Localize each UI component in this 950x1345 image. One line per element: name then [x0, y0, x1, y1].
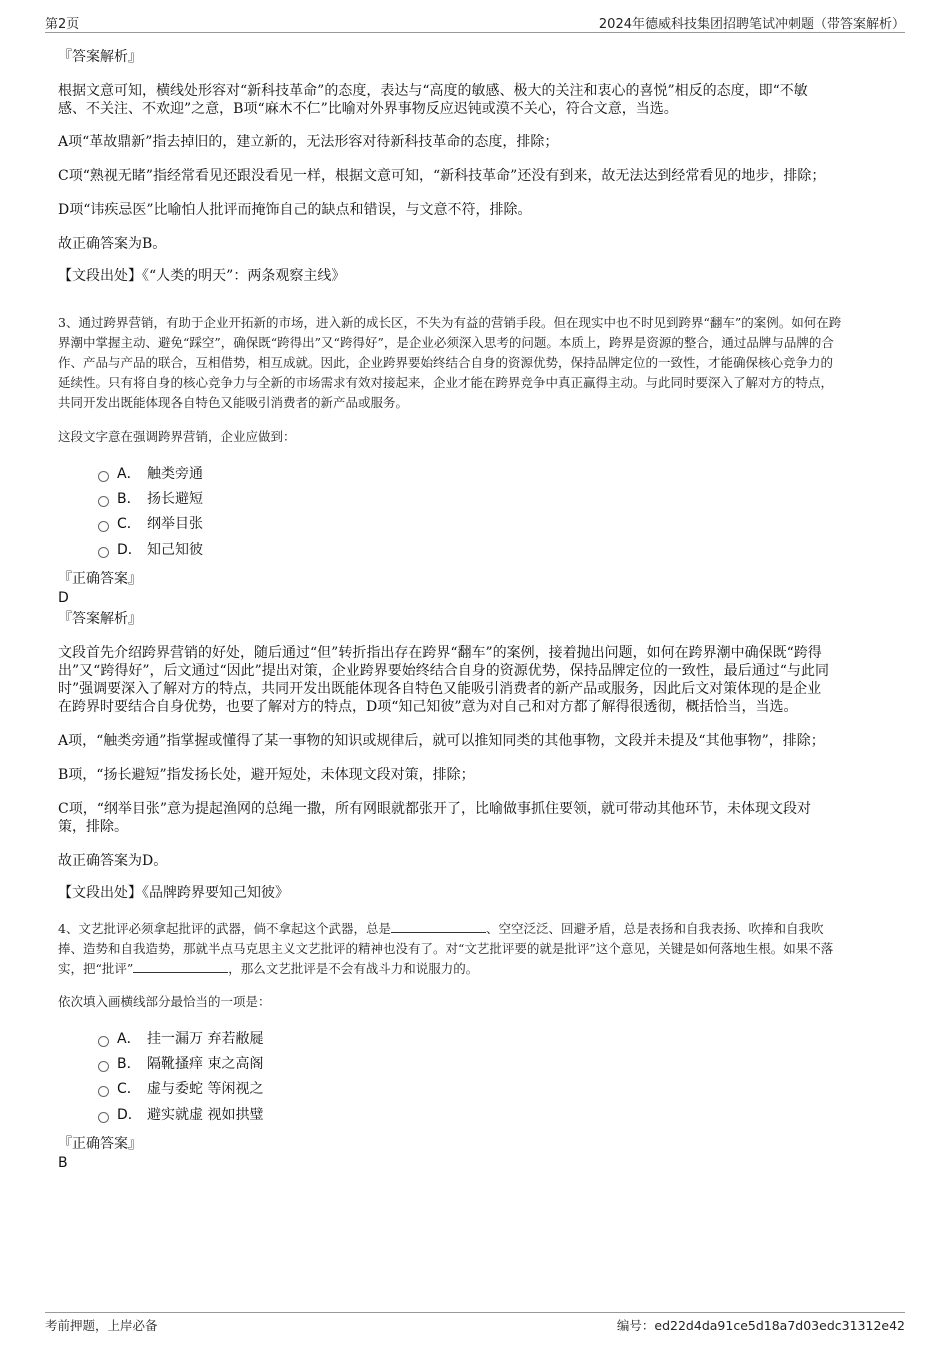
q4-stem-line-2: 捧、造势和自我造势，那就半点马克思主义文艺批评的精神也没有了。对“文艺批评要的就是批评”这个意见，关键是如何落地生根。如果不落 [58, 941, 834, 956]
page-footer [45, 1312, 905, 1335]
q3-analysis-line-3: 时”强调要深入了解对方的特点，共同开发出既能体现各自特色又能吸引消费者的新产品或服务，因此后文对策体现的是企业 [58, 681, 822, 697]
q3-option-b[interactable]: B． 扬长避短 [98, 489, 203, 509]
q3-option-c-analysis-2: 策，排除。 [58, 819, 128, 835]
q4-option-d[interactable]: D． 避实就虚 视如拱璧 [98, 1105, 263, 1125]
q2-option-c-analysis: C项“熟视无睹”指经常看见还跟没看见一样，根据文意可知，“新科技革命”还没有到来，故无法达到经常看见的地步，排除； [58, 168, 826, 184]
q3-source: 【文段出处】《品牌跨界要知己知彼》 [58, 885, 289, 901]
footer-serial-number: 编号：ed22d4da91ce5d18a7d03edc31312e42 [616, 1318, 905, 1333]
radio-icon[interactable] [98, 1112, 109, 1123]
q4-correct-label: 『正确答案』 [58, 1136, 142, 1152]
document-title: 2024年德威科技集团招聘笔试冲刺题（带答案解析） [598, 17, 905, 32]
page-number: 第2页 [45, 17, 80, 32]
q4-correct-value: B [58, 1155, 68, 1171]
q4-prompt: 依次填入画横线部分最恰当的一项是： [58, 994, 271, 1009]
q3-correct-label: 『正确答案』 [58, 571, 142, 587]
q4-option-b[interactable]: B． 隔靴搔痒 束之高阁 [98, 1054, 263, 1074]
q2-analysis-label: 『答案解析』 [58, 49, 142, 65]
radio-icon[interactable] [98, 1086, 109, 1097]
radio-icon[interactable] [98, 547, 109, 558]
radio-icon[interactable] [98, 471, 109, 482]
q3-option-a-analysis: A项，“触类旁通”指掌握或懂得了某一事物的知识或规律后，就可以推知同类的其他事物，文段并未提及“其他事物”，排除； [58, 733, 825, 749]
q2-analysis-line-1: 根据文意可知，横线处形容对“新科技革命”的态度，表达与“高度的敏感、极大的关注和衷心的喜悦”相反的态度，即“不敏 [58, 83, 808, 99]
q3-stem-line-1: 3、通过跨界营销，有助于企业开拓新的市场，进入新的成长区，不失为有益的营销手段。但在现实中也不时见到跨界“翻车”的案例。如何在跨 [58, 315, 842, 330]
radio-icon[interactable] [98, 521, 109, 532]
radio-icon[interactable] [98, 1061, 109, 1072]
radio-icon[interactable] [98, 1036, 109, 1047]
q3-option-d[interactable]: D． 知己知彼 [98, 540, 203, 560]
q3-analysis-line-1: 文段首先介绍跨界营销的好处，随后通过“但”转折指出存在跨界“翻车”的案例，接着抛出问题，如何在跨界潮中确保既“跨得 [58, 645, 822, 661]
q4-option-a[interactable]: A． 挂一漏万 弃若敝屣 [98, 1029, 263, 1049]
q3-stem-line-5: 共同开发出既能体现各自特色又能吸引消费者的新产品或服务。 [58, 395, 409, 410]
fill-blank-2[interactable] [133, 960, 228, 973]
q3-option-a[interactable]: A． 触类旁通 [98, 464, 203, 484]
q4-stem-line-3: 实，把“批评” ，那么文艺批评是不会有战斗力和说服力的。 [58, 961, 479, 976]
radio-icon[interactable] [98, 496, 109, 507]
fill-blank-1[interactable] [391, 920, 486, 933]
q3-option-b-analysis: B项，“扬长避短”指发扬长处，避开短处，未体现文段对策，排除； [58, 767, 475, 783]
q3-analysis-line-4: 在跨界时要结合自身优势，也要了解对方的特点，D项“知己知彼”意为对自己和对方都了解得很透彻，概括恰当，当选。 [58, 699, 798, 715]
page-header [45, 10, 905, 33]
q2-source: 【文段出处】《“人类的明天”：两条观察主线》 [58, 268, 346, 284]
q3-conclusion: 故正确答案为D。 [58, 853, 168, 869]
q4-option-c[interactable]: C． 虚与委蛇 等闲视之 [98, 1079, 263, 1099]
q3-stem-line-2: 界潮中掌握主动、避免“踩空”，确保既“跨得出”又“跨得好”，是企业必须深入思考的问题。本质上，跨界是资源的整合，通过品牌与品牌的合 [58, 335, 834, 350]
q2-option-a-analysis: A项“革故鼎新”指去掉旧的，建立新的，无法形容对待新科技革命的态度，排除； [58, 134, 559, 150]
q2-conclusion: 故正确答案为B。 [58, 236, 167, 252]
q3-stem-line-4: 延续性。只有将自身的核心竞争力与全新的市场需求有效对接起来，企业才能在跨界竞争中真正赢得主动。与此同时要深入了解对方的特点， [58, 375, 834, 390]
q3-analysis-label: 『答案解析』 [58, 611, 142, 627]
q2-option-d-analysis: D项“讳疾忌医”比喻怕人批评而掩饰自己的缺点和错误，与文意不符，排除。 [58, 202, 532, 218]
q2-analysis-line-2: 感、不关注、不欢迎”之意，B项“麻木不仁”比喻对外界事物反应迟钝或漠不关心，符合文意，当选。 [58, 101, 678, 117]
q3-stem-line-3: 作、产品与产品的联合，互相借势，相互成就。因此，企业跨界要始终结合自身的资源优势，保持品牌定位的一致性，才能确保核心竞争力的 [58, 355, 834, 370]
q3-correct-value: D [58, 590, 69, 606]
q4-stem-line-1: 4、文艺批评必须拿起批评的武器，倘不拿起这个武器，总是 、空空泛泛、回避矛盾，总是表扬和自我表扬、吹捧和自我吹 [58, 921, 824, 936]
q3-option-c-analysis-1: C项，“纲举目张”意为提起渔网的总绳一撒，所有网眼就都张开了，比喻做事抓住要领，就可带动其他环节，未体现文段对 [58, 801, 812, 817]
footer-slogan: 考前押题，上岸必备 [45, 1318, 158, 1333]
q3-analysis-line-2: 出”又“跨得好”，后文通过“因此”提出对策，企业跨界要始终结合自身的资源优势，保持品牌定位的一致性，最后通过“与此同 [58, 663, 829, 679]
q3-prompt: 这段文字意在强调跨界营销，企业应做到： [58, 429, 296, 444]
q3-option-c[interactable]: C． 纲举目张 [98, 514, 203, 534]
